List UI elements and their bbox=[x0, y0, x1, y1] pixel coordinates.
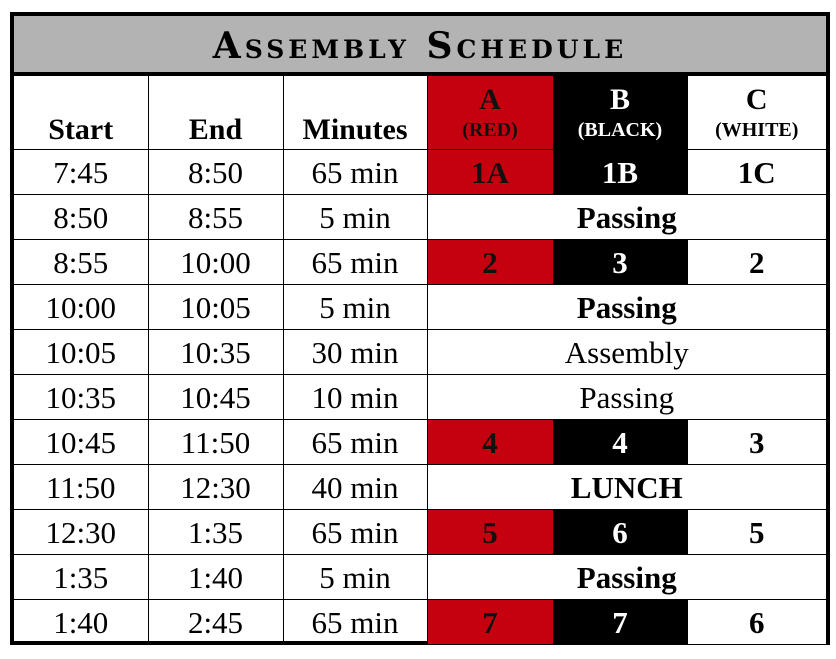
group-a-period-cell: 4 bbox=[427, 420, 553, 465]
minutes-cell: 30 min bbox=[283, 330, 427, 375]
assembly-schedule-table bbox=[10, 12, 830, 645]
header-group-a bbox=[427, 76, 553, 150]
start-time-cell: 7:45 bbox=[14, 150, 148, 195]
start-time-cell: 12:30 bbox=[14, 510, 148, 555]
start-time-cell: 8:50 bbox=[14, 195, 148, 240]
group-b-letter: B bbox=[609, 83, 630, 117]
end-time-cell: 10:00 bbox=[148, 240, 283, 285]
header-minutes: Minutes bbox=[283, 76, 427, 150]
minutes-cell: 65 min bbox=[283, 510, 427, 555]
minutes-cell: 5 min bbox=[283, 285, 427, 330]
group-c-period-cell: 3 bbox=[687, 420, 826, 465]
schedule-row bbox=[14, 375, 826, 420]
minutes-cell: 5 min bbox=[283, 195, 427, 240]
minutes-cell: 65 min bbox=[283, 420, 427, 465]
schedule-title: Assembly Schedule bbox=[212, 25, 628, 67]
minutes-cell: 65 min bbox=[283, 240, 427, 285]
period-span-cell: LUNCH bbox=[427, 465, 826, 510]
minutes-cell: 10 min bbox=[283, 375, 427, 420]
minutes-cell: 40 min bbox=[283, 465, 427, 510]
group-c-period-cell: 2 bbox=[687, 240, 826, 285]
group-c-period-cell: 6 bbox=[687, 600, 826, 645]
schedule-row bbox=[14, 285, 826, 330]
start-time-cell: 10:05 bbox=[14, 330, 148, 375]
group-b-period-cell: 3 bbox=[553, 240, 687, 285]
schedule-row bbox=[14, 420, 826, 465]
period-span-cell: Passing bbox=[427, 375, 826, 420]
start-time-cell: 11:50 bbox=[14, 465, 148, 510]
schedule-title-bar bbox=[14, 16, 826, 76]
minutes-cell: 65 min bbox=[283, 600, 427, 645]
group-b-period-cell: 6 bbox=[553, 510, 687, 555]
period-span-cell: Assembly bbox=[427, 330, 826, 375]
group-b-period-cell: 1B bbox=[553, 150, 687, 195]
end-time-cell: 1:35 bbox=[148, 510, 283, 555]
group-c-label: (WHITE) bbox=[715, 118, 799, 141]
period-span-cell: Passing bbox=[427, 195, 826, 240]
end-time-cell: 8:55 bbox=[148, 195, 283, 240]
schedule-row bbox=[14, 510, 826, 555]
header-group-c bbox=[687, 76, 826, 150]
start-time-cell: 8:55 bbox=[14, 240, 148, 285]
schedule-row bbox=[14, 240, 826, 285]
group-a-period-cell: 7 bbox=[427, 600, 553, 645]
schedule-row bbox=[14, 330, 826, 375]
end-time-cell: 12:30 bbox=[148, 465, 283, 510]
schedule-row bbox=[14, 195, 826, 240]
minutes-cell: 65 min bbox=[283, 150, 427, 195]
header-row bbox=[14, 76, 826, 150]
start-time-cell: 1:40 bbox=[14, 600, 148, 645]
end-time-cell: 2:45 bbox=[148, 600, 283, 645]
start-time-cell: 10:35 bbox=[14, 375, 148, 420]
group-c-letter: C bbox=[745, 83, 768, 117]
group-a-period-cell: 2 bbox=[427, 240, 553, 285]
group-b-period-cell: 4 bbox=[553, 420, 687, 465]
minutes-cell: 5 min bbox=[283, 555, 427, 600]
header-group-b bbox=[553, 76, 687, 150]
group-a-period-cell: 1A bbox=[427, 150, 553, 195]
start-time-cell: 10:45 bbox=[14, 420, 148, 465]
end-time-cell: 10:45 bbox=[148, 375, 283, 420]
period-span-cell: Passing bbox=[427, 285, 826, 330]
end-time-cell: 10:35 bbox=[148, 330, 283, 375]
schedule-grid bbox=[14, 76, 826, 644]
header-start: Start bbox=[14, 76, 148, 150]
start-time-cell: 10:00 bbox=[14, 285, 148, 330]
end-time-cell: 8:50 bbox=[148, 150, 283, 195]
group-b-period-cell: 7 bbox=[553, 600, 687, 645]
group-b-label: (BLACK) bbox=[577, 118, 663, 141]
group-a-label: (RED) bbox=[462, 118, 518, 141]
header-end: End bbox=[148, 76, 283, 150]
group-c-period-cell: 5 bbox=[687, 510, 826, 555]
period-span-cell: Passing bbox=[427, 555, 826, 600]
schedule-row bbox=[14, 555, 826, 600]
schedule-row bbox=[14, 600, 826, 645]
end-time-cell: 10:05 bbox=[148, 285, 283, 330]
schedule-row bbox=[14, 150, 826, 195]
end-time-cell: 1:40 bbox=[148, 555, 283, 600]
group-a-letter: A bbox=[479, 83, 501, 117]
schedule-row bbox=[14, 465, 826, 510]
end-time-cell: 11:50 bbox=[148, 420, 283, 465]
start-time-cell: 1:35 bbox=[14, 555, 148, 600]
group-c-period-cell: 1C bbox=[687, 150, 826, 195]
group-a-period-cell: 5 bbox=[427, 510, 553, 555]
